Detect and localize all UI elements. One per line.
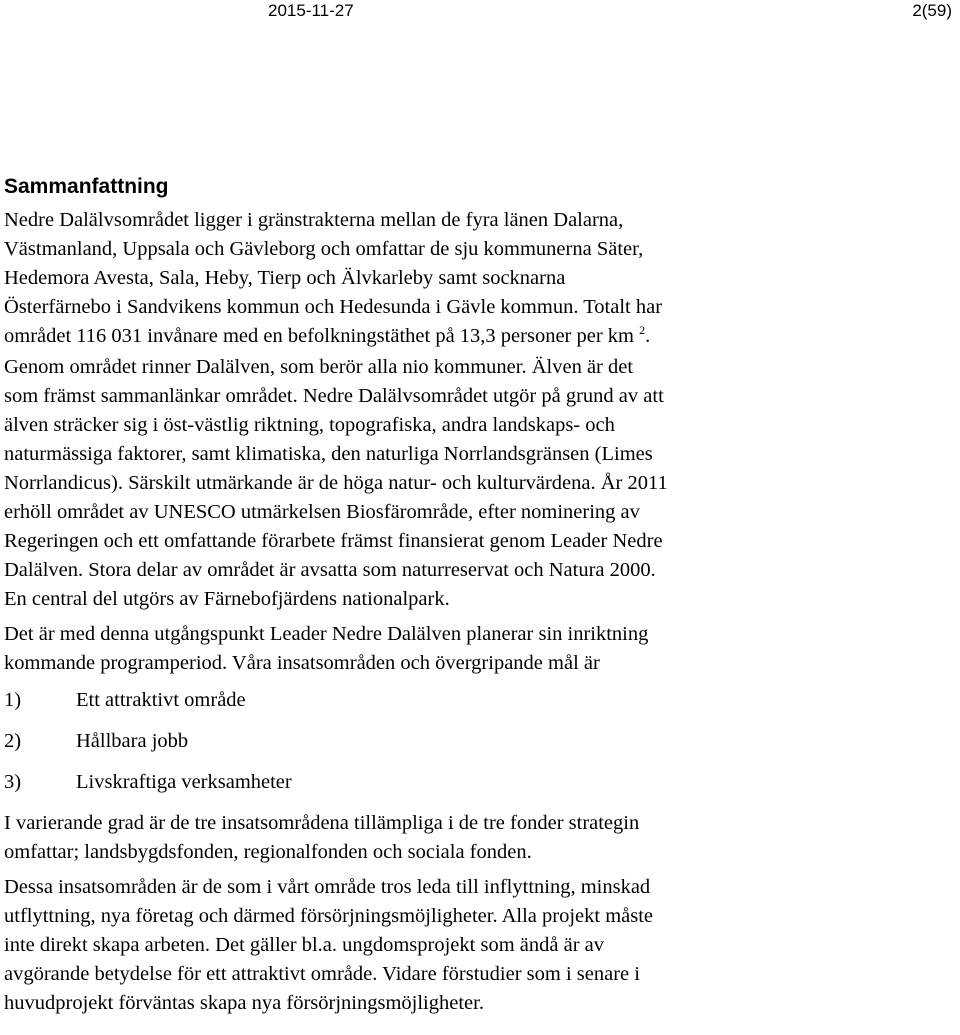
text-line: Genom området rinner Dalälven, som berör alla nio kommuner. Älven är det bbox=[4, 356, 634, 378]
text-line: Det är med denna utgångspunkt Leader Nedre Dalälven planerar sin inriktning bbox=[4, 623, 649, 645]
text-line: Österfärnebo i Sandvikens kommun och Hedesunda i Gävle kommun. Totalt har bbox=[4, 296, 663, 318]
summary-paragraph-5 bbox=[4, 873, 956, 1018]
text-line: naturmässiga faktorer, samt klimatiska, den naturliga Norrlandsgränsen (Limes bbox=[4, 443, 653, 465]
text-line: erhöll området av UNESCO utmärkelsen Biosfärområde, efter nominering av bbox=[4, 501, 640, 523]
text-line: I varierande grad är de tre insatsområdena tillämpliga i de tre fonder strategin bbox=[4, 812, 640, 834]
line-text: området 116 031 invånare med en befolkningstäthet på 13,3 personer per km bbox=[4, 325, 634, 347]
text-line: Nedre Dalälvsområdet ligger i gränstrakterna mellan de fyra länen Dalarna, bbox=[4, 209, 624, 231]
text-line: Hedemora Avesta, Sala, Heby, Tierp och Älvkarleby samt socknarna bbox=[4, 267, 566, 289]
text-line: kommande programperiod. Våra insatsområden och övergripande mål är bbox=[4, 652, 600, 674]
text-line: Västmanland, Uppsala och Gävleborg och omfattar de sju kommunerna Säter, bbox=[4, 238, 644, 260]
text-line: avgörande betydelse för ett attraktivt område. Vidare förstudier som i senare i bbox=[4, 963, 640, 985]
text-line: inte direkt skapa arbeten. Det gäller bl.a. ungdomsprojekt som ändå är av bbox=[4, 934, 604, 956]
goal-text: Livskraftiga verksamheter bbox=[76, 771, 292, 793]
summary-paragraph-4 bbox=[4, 809, 956, 867]
text-line: älven sträcker sig i öst-västlig riktning, topografiska, andra landskaps- och bbox=[4, 414, 615, 436]
text-line: Dessa insatsområden är de som i vårt område tros leda till inflyttning, minskad bbox=[4, 876, 651, 898]
page-header bbox=[0, 0, 960, 28]
text-line: huvudprojekt förväntas skapa nya försörjningsmöjligheter. bbox=[4, 992, 484, 1014]
text-line: utflyttning, nya företag och därmed försörjningsmöjligheter. Alla projekt måste bbox=[4, 905, 654, 927]
goal-number: 1) bbox=[4, 689, 22, 711]
goal-item bbox=[4, 686, 956, 715]
text-line: En central del utgörs av Färnebofjärdens nationalpark. bbox=[4, 588, 450, 610]
goal-text: Ett attraktivt område bbox=[76, 689, 246, 711]
goals-list bbox=[4, 686, 956, 797]
text-line bbox=[4, 322, 956, 351]
text-line: Norrlandicus). Särskilt utmärkande är de höga natur- och kulturvärdena. År 2011 bbox=[4, 472, 668, 494]
summary-paragraph-1 bbox=[4, 206, 956, 351]
goal-number: 3) bbox=[4, 771, 22, 793]
goal-number: 2) bbox=[4, 730, 22, 752]
line-end: . bbox=[645, 325, 651, 347]
superscript: 2 bbox=[639, 323, 646, 337]
header-page-number: 2(59) bbox=[912, 1, 952, 20]
text-line: Dalälven. Stora delar av området är avsatta som naturreservat och Natura 2000. bbox=[4, 559, 656, 581]
header-date: 2015-11-27 bbox=[268, 1, 354, 20]
section-title: Sammanfattning bbox=[4, 175, 169, 198]
summary-paragraph-3 bbox=[4, 620, 956, 678]
goal-item bbox=[4, 727, 956, 756]
goal-text: Hållbara jobb bbox=[76, 730, 189, 752]
document-body bbox=[4, 174, 956, 1024]
goal-item bbox=[4, 768, 956, 797]
text-line: omfattar; landsbygdsfonden, regionalfonden och sociala fonden. bbox=[4, 841, 532, 863]
summary-paragraph-2 bbox=[4, 353, 956, 614]
text-line: som främst sammanlänkar området. Nedre Dalälvsområdet utgör på grund av att bbox=[4, 385, 664, 407]
text-line: Regeringen och ett omfattande förarbete främst finansierat genom Leader Nedre bbox=[4, 530, 663, 552]
